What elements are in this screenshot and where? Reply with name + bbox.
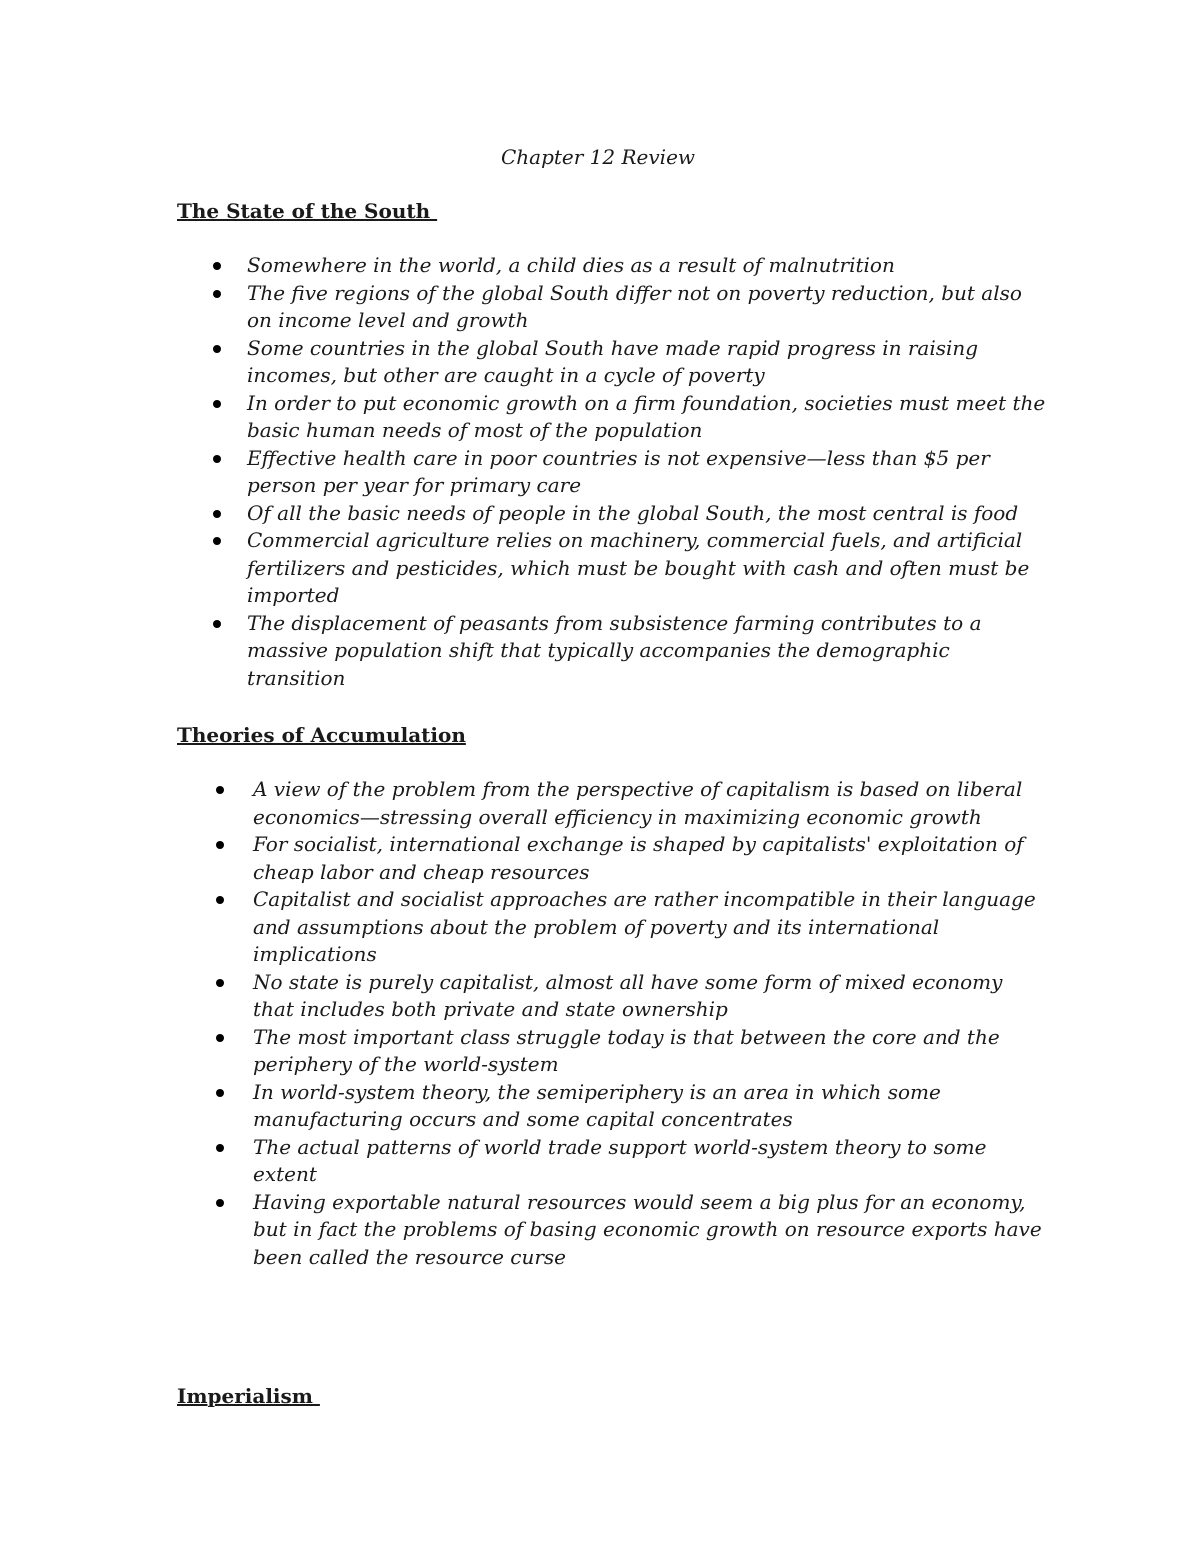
bullet-icon <box>213 262 221 270</box>
list-item-text: The displacement of peasants from subsistence farming contributes to a massive population shift that typically accompanies the demographic transition <box>247 610 982 690</box>
bullet-icon <box>213 455 221 463</box>
list-item <box>247 252 1047 280</box>
list-item <box>253 1134 1048 1189</box>
bullet-icon <box>216 896 224 904</box>
list-item <box>247 610 1047 693</box>
section-heading-theories-of-accumulation: Theories of Accumulation <box>177 723 466 747</box>
bullet-icon <box>213 400 221 408</box>
bullet-icon <box>213 537 221 545</box>
list-item <box>253 776 1048 831</box>
list-item-text: Capitalist and socialist approaches are rather incompatible in their language and assumptions about the problem of poverty and its international implications <box>253 887 1036 966</box>
list-item-text: The actual patterns of world trade support world-system theory to some extent <box>253 1134 987 1186</box>
list-item <box>247 280 1047 335</box>
list-item <box>247 500 1047 528</box>
list-item <box>247 390 1047 445</box>
list-item <box>253 1079 1048 1134</box>
bullet-icon <box>216 1199 224 1207</box>
bullet-icon <box>213 345 221 353</box>
bullet-list-state-of-south <box>247 252 1047 692</box>
bullet-icon <box>213 510 221 518</box>
list-item-text: A view of the problem from the perspective of capitalism is based on liberal economics—stressing overall efficiency in maximizing economic growth <box>253 777 1023 829</box>
bullet-icon <box>216 1034 224 1042</box>
list-item-text: In order to put economic growth on a firm foundation, societies must meet the basic human needs of most of the population <box>247 390 1046 442</box>
bullet-icon <box>216 786 224 794</box>
list-item-text: The most important class struggle today is that between the core and the periphery of the world-system <box>253 1024 1000 1076</box>
list-item-text: Of all the basic needs of people in the global South, the most central is food <box>247 500 1019 525</box>
bullet-icon <box>216 1144 224 1152</box>
list-item-text: The five regions of the global South differ not on poverty reduction, but also on income level and growth <box>247 280 1022 332</box>
bullet-icon <box>213 620 221 628</box>
bullet-list-theories-of-accumulation <box>253 776 1048 1271</box>
document-title: Chapter 12 Review <box>500 145 696 169</box>
list-item <box>253 1189 1048 1272</box>
list-item-text: In world-system theory, the semiperiphery is an area in which some manufacturing occurs and some capital concentrates <box>253 1079 941 1131</box>
list-item <box>253 831 1048 886</box>
bullet-icon <box>216 979 224 987</box>
list-item-text: Having exportable natural resources would seem a big plus for an economy, but in fact the problems of basing economic growth on resource exports have been called the resource curse <box>253 1189 1042 1269</box>
list-item-text: Effective health care in poor countries is not expensive—less than $5 per person per year for primary care <box>247 445 990 497</box>
list-item <box>253 886 1048 969</box>
list-item-text: Commercial agriculture relies on machinery, commercial fuels, and artificial fertilizers and pesticides, which must be bought with cash and often must be imported <box>247 528 1030 607</box>
list-item-text: No state is purely capitalist, almost all have some form of mixed economy that includes both private and state ownership <box>253 969 1003 1021</box>
list-item <box>247 445 1047 500</box>
bullet-icon <box>216 841 224 849</box>
list-item-text: Somewhere in the world, a child dies as a result of malnutrition <box>247 253 895 277</box>
list-item <box>253 969 1048 1024</box>
bullet-icon <box>216 1089 224 1097</box>
list-item <box>247 527 1047 610</box>
list-item-text: Some countries in the global South have made rapid progress in raising incomes, but other are caught in a cycle of poverty <box>247 335 979 387</box>
bullet-icon <box>213 290 221 298</box>
section-heading-state-of-south: The State of the South <box>177 199 438 223</box>
section-heading-imperialism: Imperialism <box>177 1384 320 1408</box>
list-item <box>247 335 1047 390</box>
list-item-text: For socialist, international exchange is shaped by capitalists' exploitation of cheap labor and cheap resources <box>253 832 1024 884</box>
list-item <box>253 1024 1048 1079</box>
